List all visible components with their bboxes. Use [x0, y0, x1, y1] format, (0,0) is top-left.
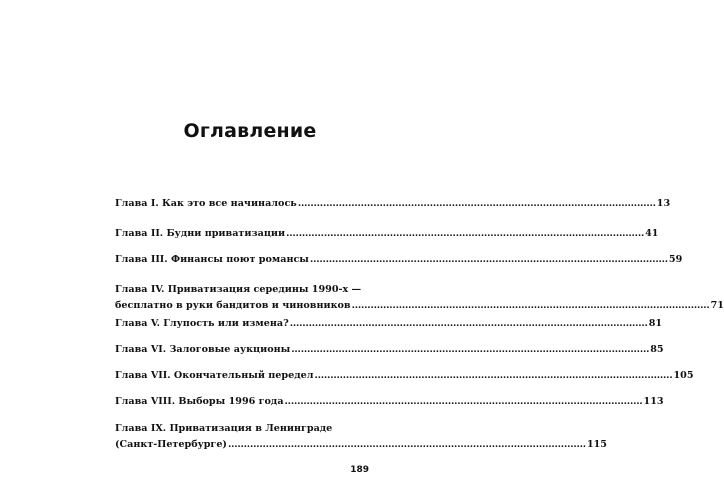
toc-entry-title: Глава IX. Приватизация в Ленинграде: [115, 423, 333, 434]
toc-dot-leader: ..................................................................................................................: [284, 396, 643, 407]
toc-page-number: 41: [645, 228, 659, 239]
toc-entry: [115, 226, 659, 242]
toc-page-number: 59: [668, 254, 683, 265]
toc-page-number: 13: [656, 198, 671, 209]
toc-dot-leader: ..................................................................................................................: [309, 254, 668, 265]
toc-entry: [115, 196, 671, 212]
toc-page-number: 115: [586, 439, 607, 450]
toc-entry-title: Глава III. Финансы поют романсы: [115, 254, 309, 265]
toc-dot-leader: ..................................................................................................................: [297, 198, 656, 209]
toc-page-number: 81: [648, 318, 663, 329]
toc-entry-title: Глава V. Глупость или измена?: [115, 318, 289, 329]
toc-entry: [115, 394, 664, 410]
toc-entry: [115, 282, 724, 314]
toc-dot-leader: ..................................................................................................................: [351, 300, 710, 311]
toc-dot-leader: ..................................................................................................................: [291, 344, 650, 355]
toc-page-number: 113: [643, 396, 664, 407]
toc-entry-title: Глава I. Как это все начиналось: [115, 198, 297, 209]
toc-entry-title: Глава II. Будни приватизации: [115, 228, 286, 239]
toc-dot-leader: ..................................................................................................................: [227, 439, 586, 450]
toc-entry-title: Глава VIII. Выборы 1996 года: [115, 396, 284, 407]
toc-dot-leader: ..................................................................................................................: [314, 370, 673, 381]
toc-entry-title: Глава VI. Залоговые аукционы: [115, 344, 291, 355]
toc-entry-title: Глава VII. Окончательный передел: [115, 370, 314, 381]
toc-entry: [115, 342, 664, 358]
toc-entry: [115, 421, 607, 453]
toc-entry: [115, 252, 683, 268]
toc-dot-leader: ..................................................................................................................: [289, 318, 648, 329]
page-number: 189: [350, 465, 369, 475]
toc-page-number: 105: [673, 370, 694, 381]
toc-dot-leader: ..................................................................................................................: [286, 228, 645, 239]
toc-entry-title-continued: бесплатно в руки бандитов и чиновников: [115, 300, 351, 311]
toc-page-number: 85: [650, 344, 664, 355]
toc-entry-title: Глава IV. Приватизация середины 1990-х —: [115, 284, 362, 295]
toc-entry-title-continued: (Санкт-Петербурге): [115, 439, 227, 450]
page-title: Оглавление: [183, 120, 317, 142]
toc-page-number: 71: [710, 300, 724, 311]
toc-entry: [115, 316, 663, 332]
toc-entry: [115, 368, 694, 384]
